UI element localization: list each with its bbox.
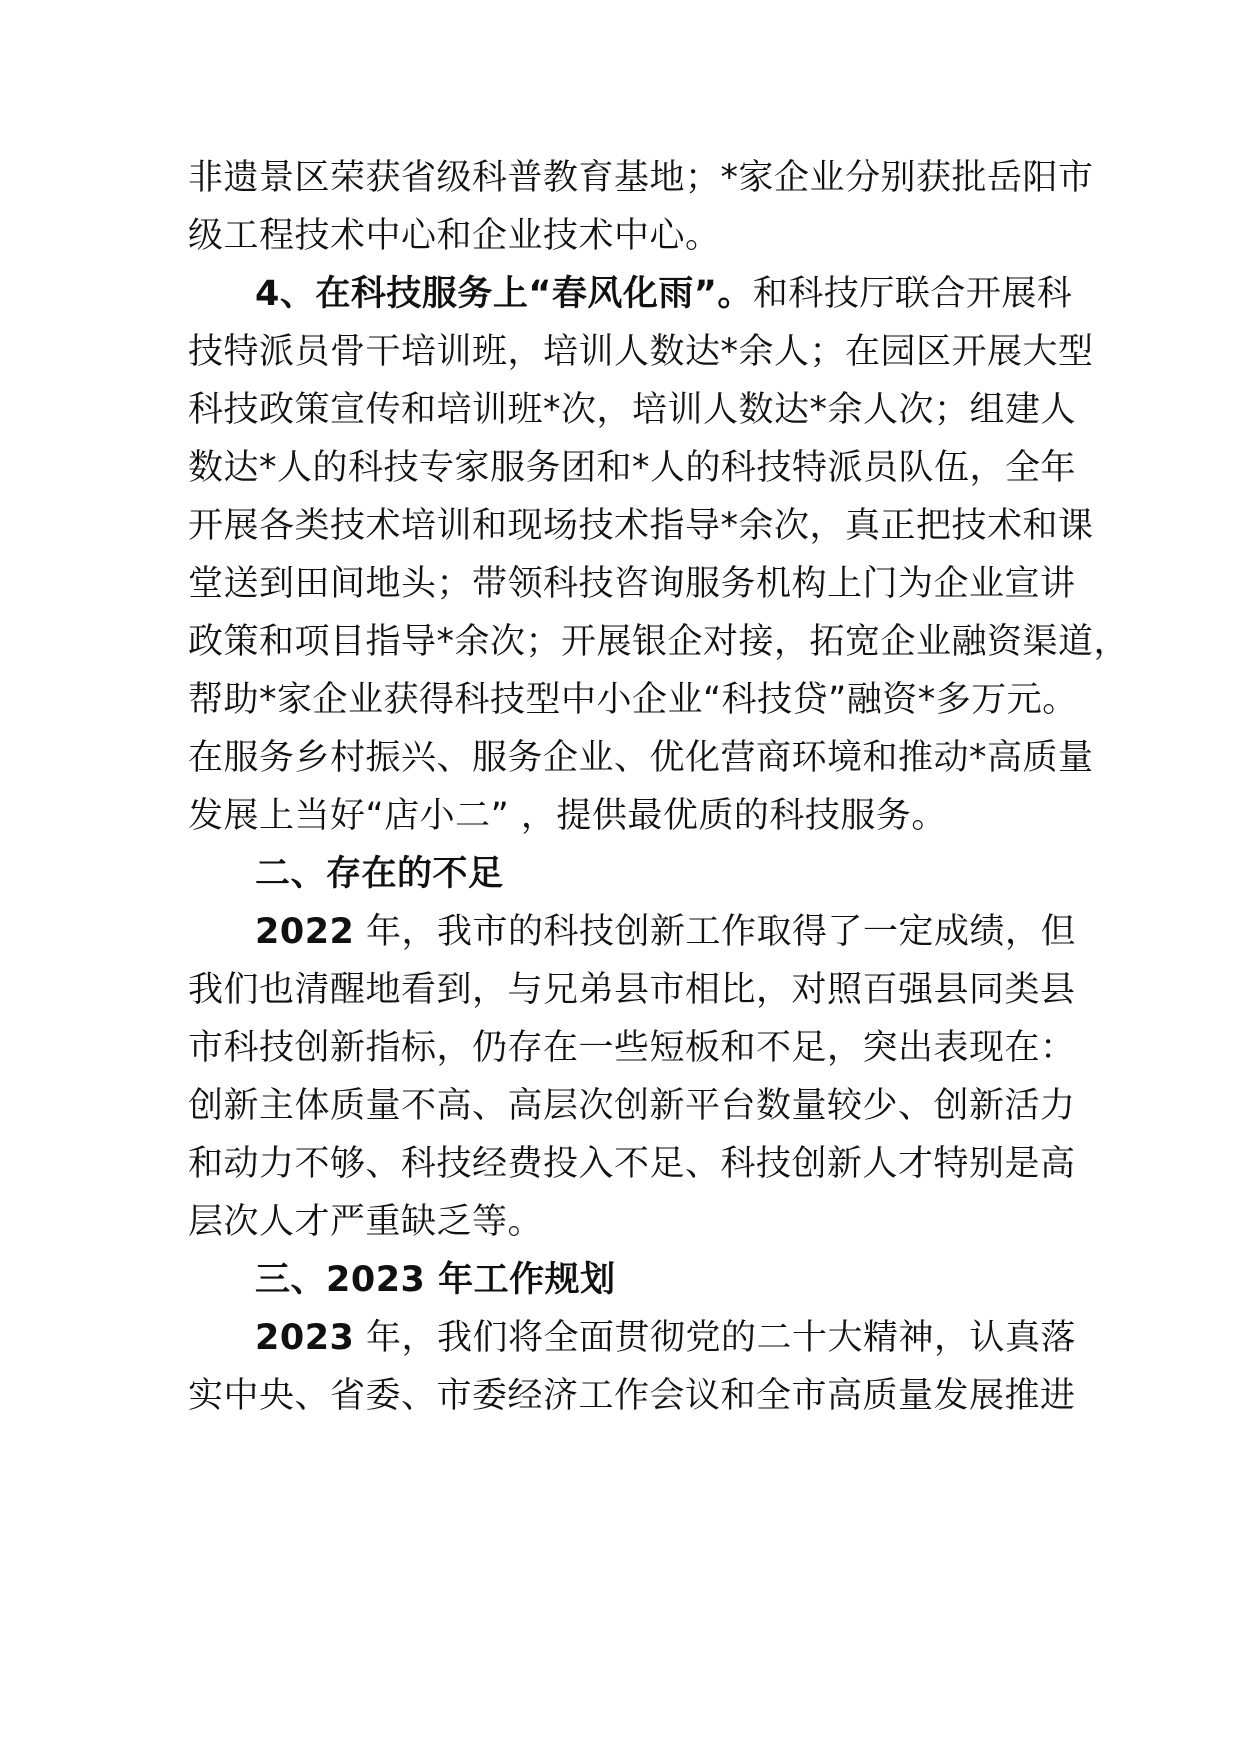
body-text: 和科技厅联合开展科 — [752, 274, 1073, 314]
body-line: 技特派员骨干培训班，培训人数达*余人；在园区开展大型 — [188, 332, 1094, 372]
year-label: 2023 — [255, 1318, 355, 1358]
body-line: 政策和项目指导*余次；开展银企对接，拓宽企业融资渠道， — [188, 622, 1130, 662]
section-4-heading: 4、在科技服务上“春风化雨”。 — [255, 274, 753, 314]
body-line: 和动力不够、科技经费投入不足、科技创新人才特别是高 — [188, 1144, 1076, 1184]
section-heading-plan: 三、2023 年工作规划 — [255, 1260, 616, 1300]
body-line: 我们也清醒地看到，与兄弟县市相比，对照百强县同类县 — [188, 970, 1076, 1010]
body-line: 实中央、省委、市委经济工作会议和全市高质量发展推进 — [188, 1376, 1076, 1416]
year-label: 2022 — [255, 912, 355, 952]
body-line: 在服务乡村振兴、服务企业、优化营商环境和推动*高质量 — [188, 738, 1094, 778]
paragraph-line — [255, 1318, 1076, 1358]
body-line: 非遗景区荣获省级科普教育基地；*家企业分别获批岳阳市 — [188, 158, 1094, 198]
paragraph-line — [255, 912, 1076, 952]
body-line: 数达*人的科技专家服务团和*人的科技特派员队伍，全年 — [188, 448, 1077, 488]
paragraph-line — [255, 274, 1072, 314]
body-text: 年，我市的科技创新工作取得了一定成绩，但 — [354, 912, 1077, 952]
body-line: 发展上当好“店小二” ，提供最优质的科技服务。 — [188, 796, 947, 836]
body-line: 开展各类技术培训和现场技术指导*余次，真正把技术和课 — [188, 506, 1094, 546]
body-text: 年，我们将全面贯彻党的二十大精神，认真落 — [354, 1318, 1077, 1358]
body-line: 层次人才严重缺乏等。 — [188, 1202, 544, 1242]
body-line: 帮助*家企业获得科技型中小企业“科技贷”融资*多万元。 — [188, 680, 1078, 720]
body-line: 市科技创新指标，仍存在一些短板和不足，突出表现在： — [188, 1028, 1076, 1068]
section-heading-shortcomings: 二、存在的不足 — [255, 854, 504, 894]
body-line: 堂送到田间地头；带领科技咨询服务机构上门为企业宣讲 — [188, 564, 1076, 604]
body-line: 级工程技术中心和企业技术中心。 — [188, 216, 721, 256]
body-line: 创新主体质量不高、高层次创新平台数量较少、创新活力 — [188, 1086, 1076, 1126]
body-line: 科技政策宣传和培训班*次，培训人数达*余人次；组建人 — [188, 390, 1077, 430]
